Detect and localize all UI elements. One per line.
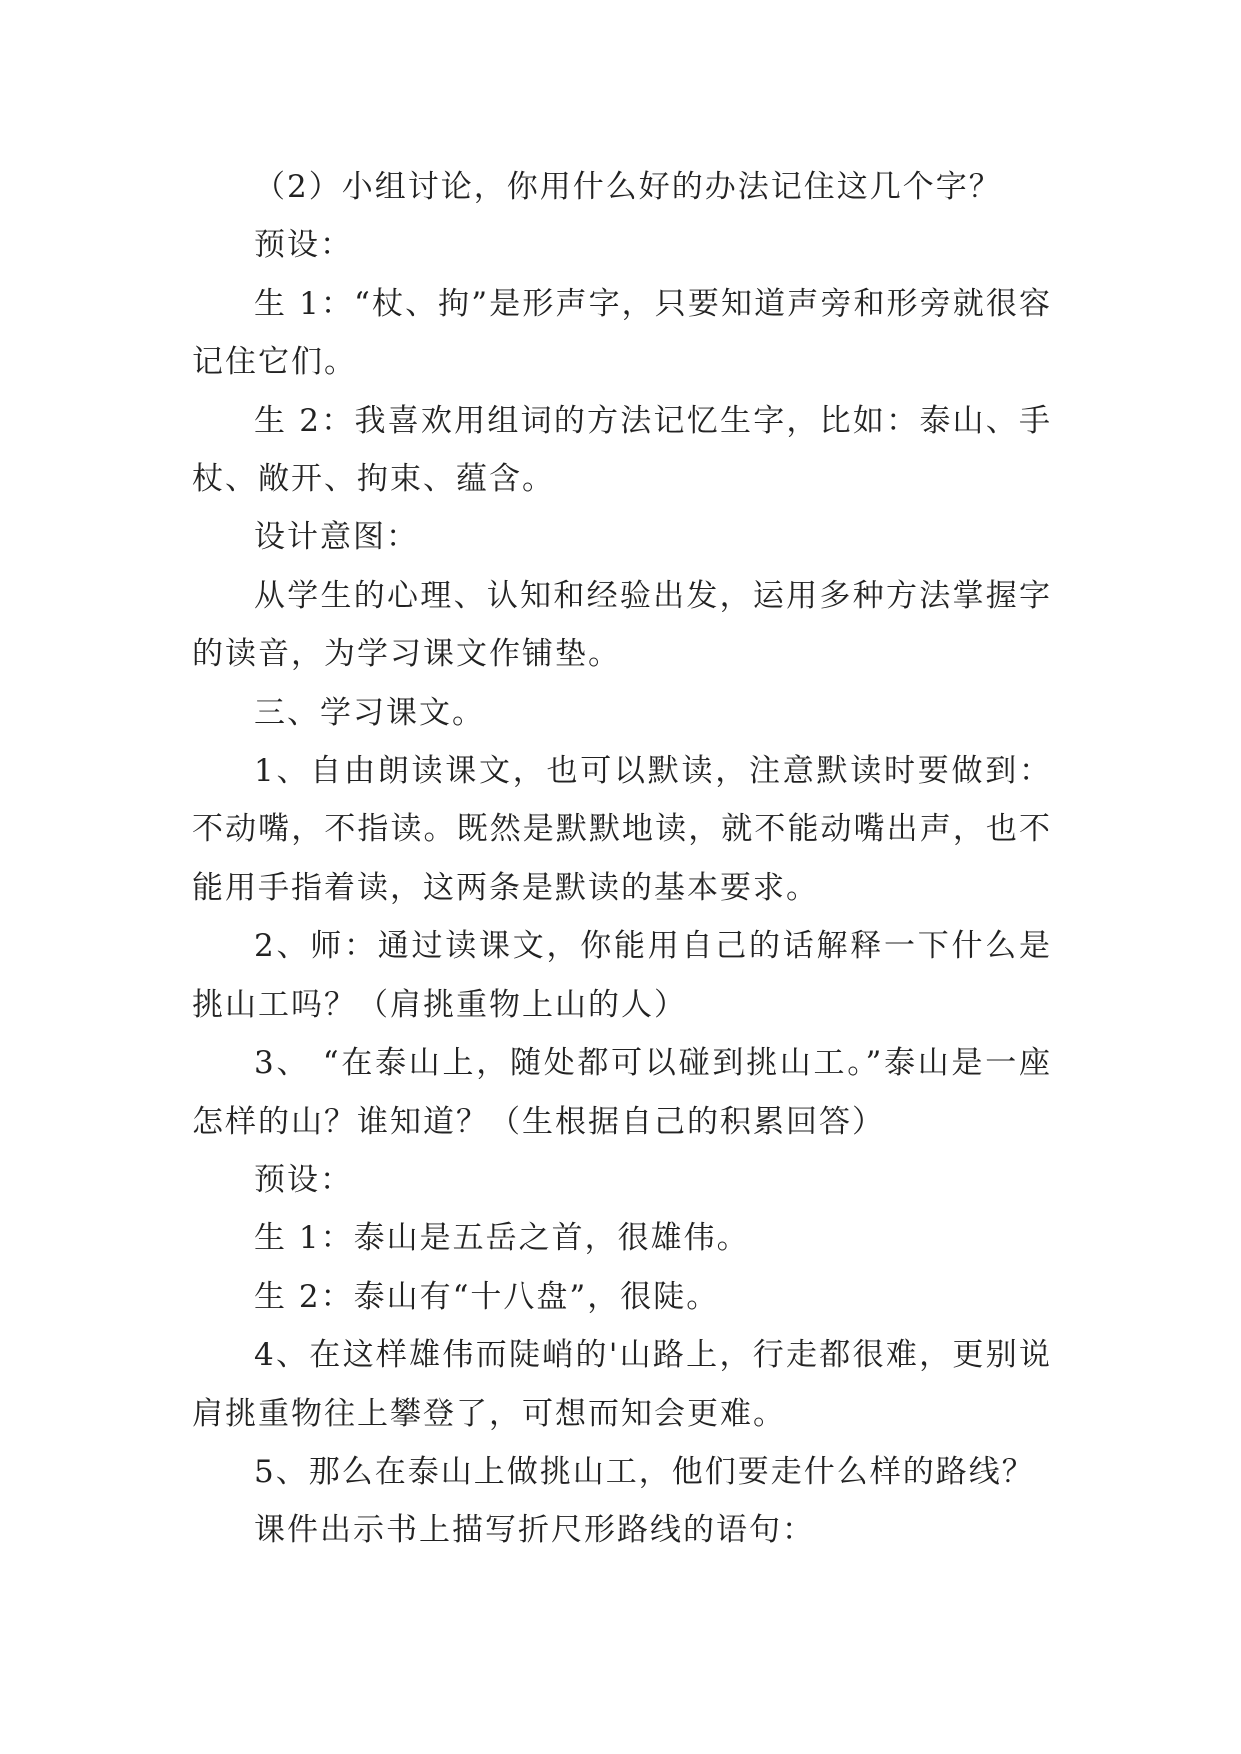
paragraph-section-heading: 三、学习课文。 (254, 694, 485, 731)
paragraph-step-4: 4、在这样雄伟而陡峭的'山路上，行走都很难，更别说肩挑重物往上攀登了，可想而知会更难。 (192, 1337, 1052, 1432)
paragraph-student-1-answer: 生 1：“杖、拘”是形声字，只要知道声旁和形旁就很容记住它们。 (192, 285, 1052, 381)
paragraph-discussion-question: （2）小组讨论，你用什么好的办法记住这几个字？ (254, 169, 1002, 205)
paragraph-design-intent-text: 从学生的心理、认知和经验出发，运用多种方法掌握字的读音，为学习课文作铺垫。 (192, 577, 1052, 673)
paragraph-design-intent-label: 设计意图： (254, 519, 419, 556)
paragraph-step-1: 1、自由朗读课文，也可以默读，注意默读时要做到：不动嘴，不指读。既然是默默地读，就不能动嘴出声，也不能用手指着读，这两条是默读的基本要求。 (192, 753, 1052, 906)
paragraph-courseware-note: 课件出示书上描写折尺形路线的语句： (254, 1512, 815, 1549)
paragraph-student-2-answer: 生 2：我喜欢用组词的方法记忆生字，比如：泰山、手杖、敞开、拘束、蕴含。 (192, 402, 1052, 498)
paragraph-student-2-answer-2: 生 2：泰山有“十八盘”，很陡。 (254, 1278, 720, 1315)
paragraph-preset-label-2: 预设： (254, 1161, 353, 1198)
paragraph-step-3: 3、 “在泰山上，随处都可以碰到挑山工。”泰山是一座怎样的山？谁知道？（生根据自己的积累回答） (192, 1045, 1052, 1140)
paragraph-step-5: 5、那么在泰山上做挑山工，他们要走什么样的路线？ (254, 1453, 1035, 1490)
paragraph-step-2: 2、师：通过读课文，你能用自己的话解释一下什么是挑山工吗？（肩挑重物上山的人） (192, 928, 1052, 1023)
paragraph-preset-label: 预设： (254, 227, 353, 264)
paragraph-student-1-answer-2: 生 1：泰山是五岳之首，很雄伟。 (254, 1220, 750, 1257)
document-body (192, 158, 1052, 1560)
